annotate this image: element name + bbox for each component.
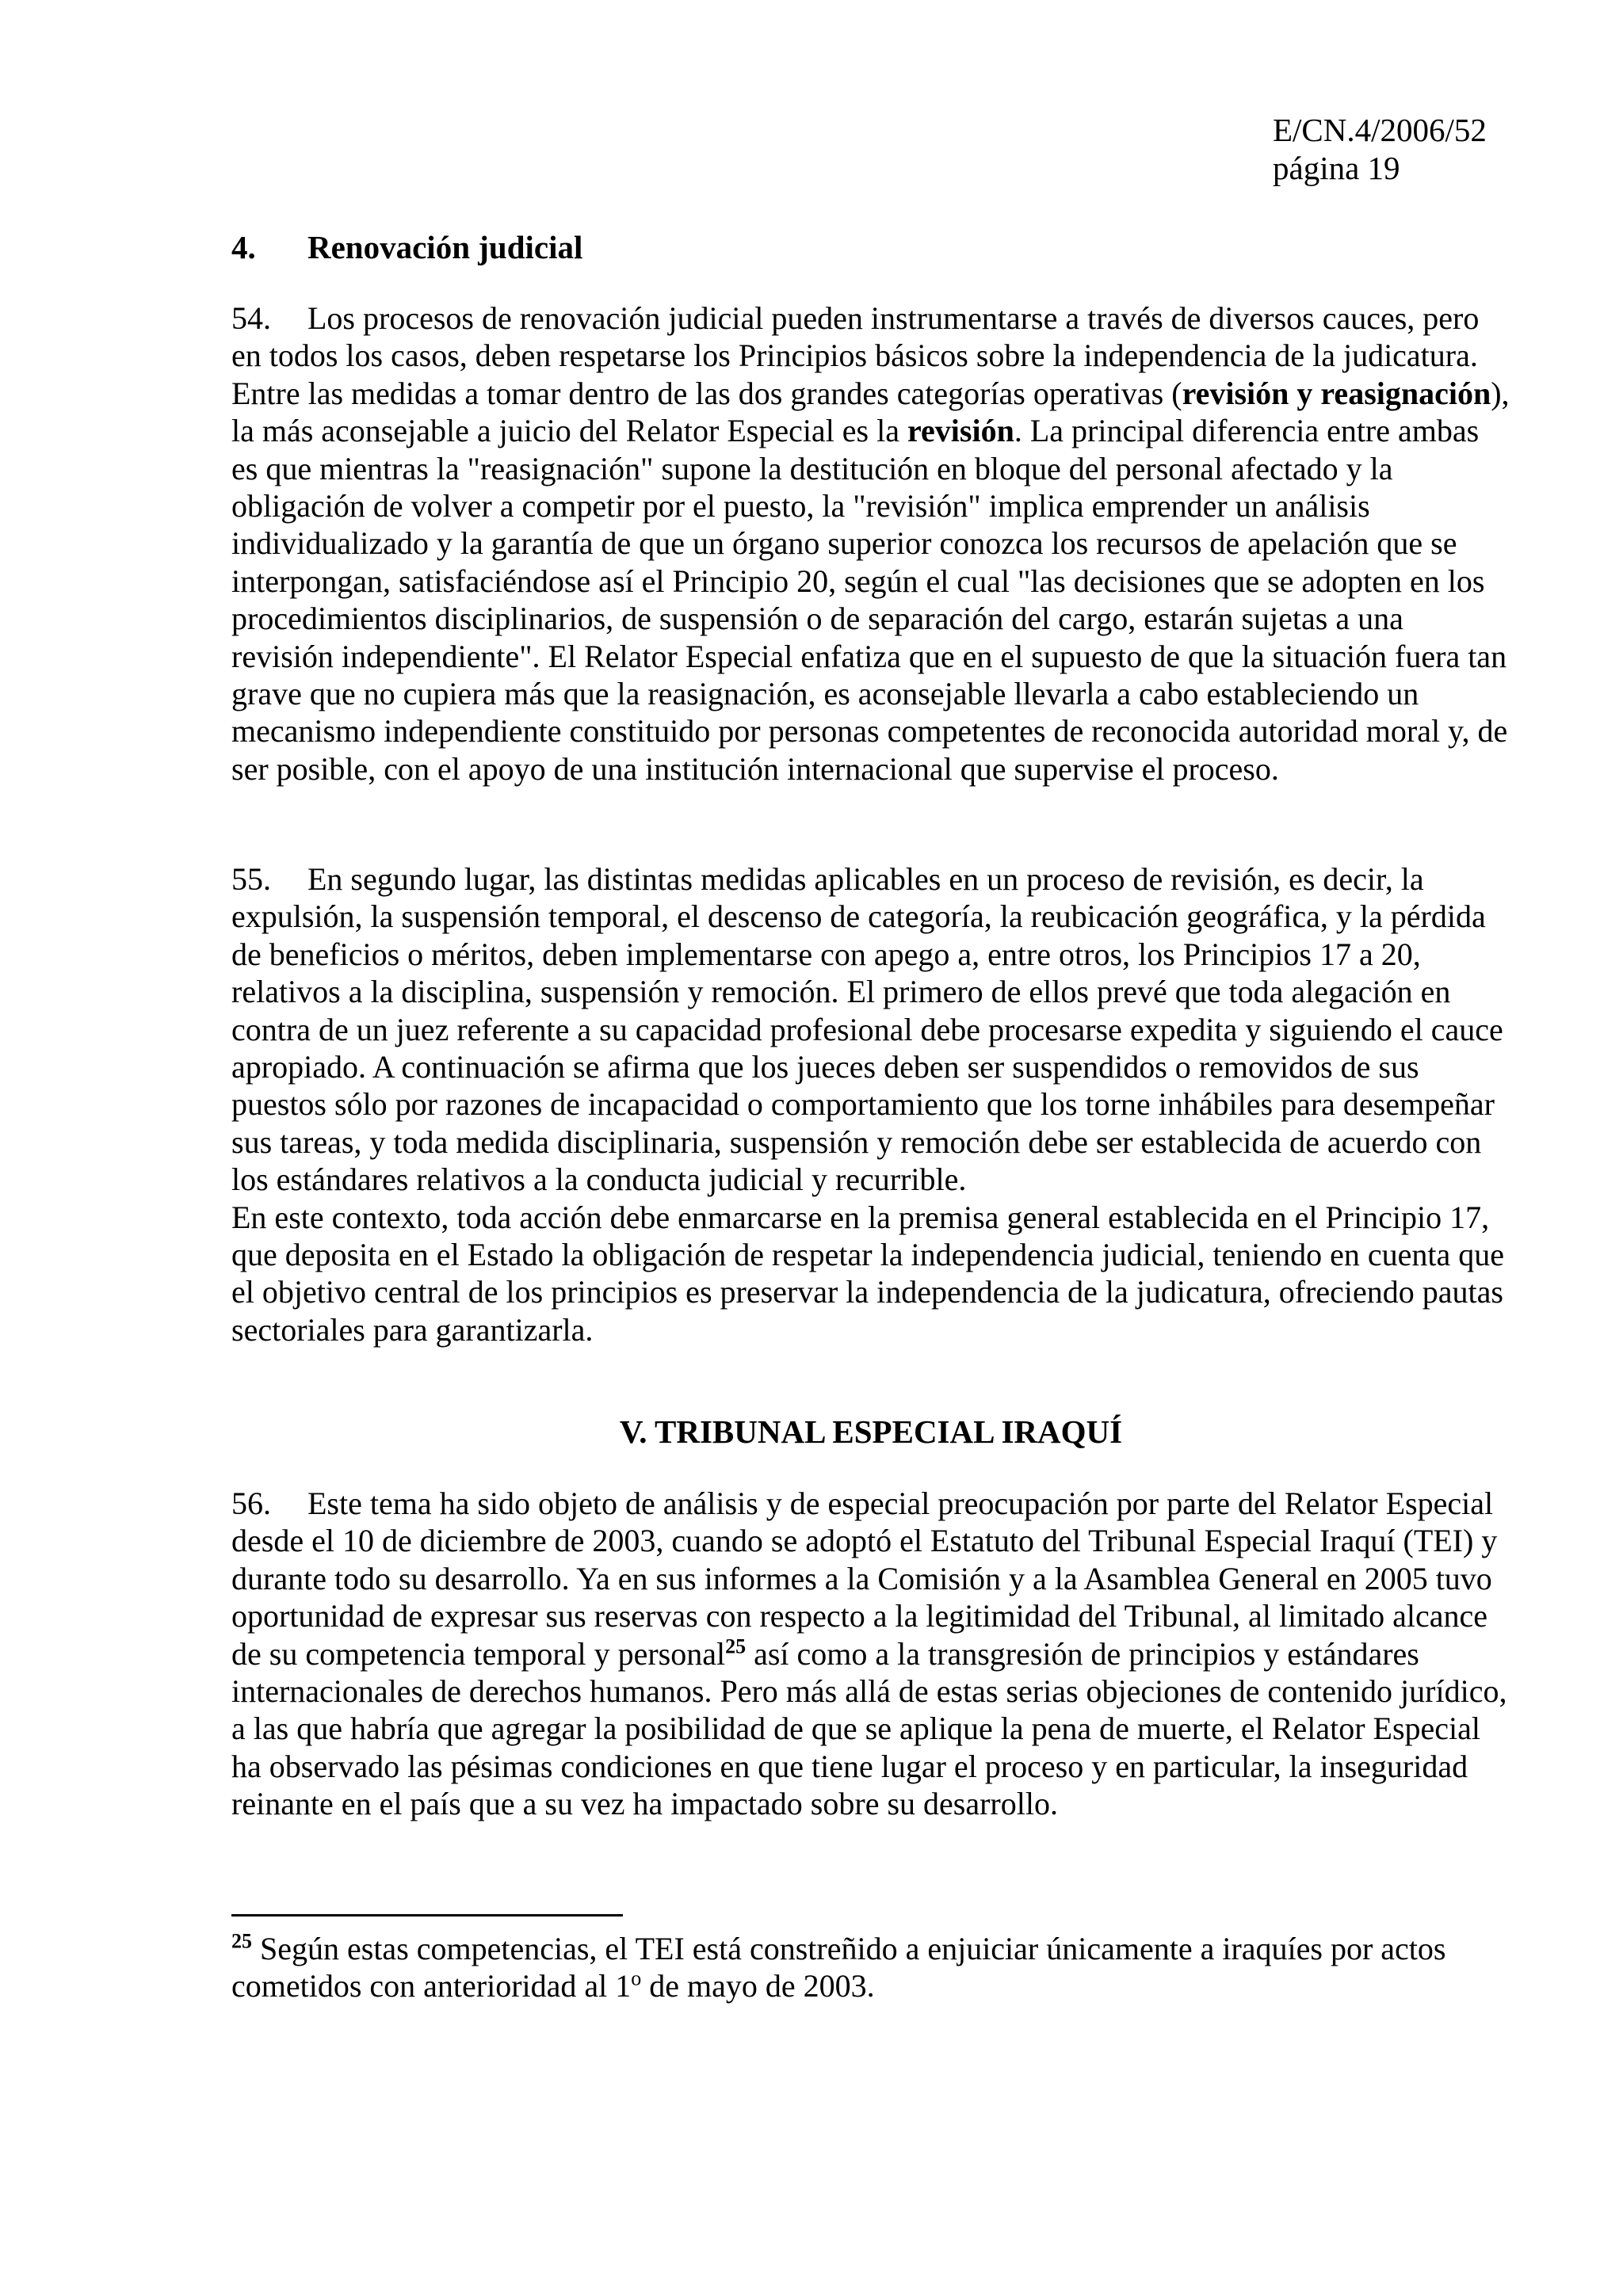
paragraph-number: 56.	[231, 1486, 271, 1521]
section-heading	[231, 228, 582, 266]
paragraph-55	[231, 860, 1510, 1348]
section-title: Renovación judicial	[307, 229, 583, 265]
paragraph-text: . La principal diferencia entre ambas es que mientras la "reasignación" supone la destitución en bloque del personal afectado y la obligación de volver a competir por el puesto, la "revisión" implica emprender un análisis individualizado y la garantía de que un órgano superior conozca los recursos de apelación que se interpongan, satisfaciéndose así el Principio 20, según el cual "las decisiones que se adopten en los procedimientos disciplinarios, de suspensión o de separación del cargo, estarán sujetas a una revisión independiente". El Relator Especial enfatiza que en el supuesto de que la situación fuera tan grave que no cupiera más que la reasignación, es aconsejable llevarla a cabo estableciendo un mecanismo independiente constituido por personas competentes de reconocida autoridad moral y, de ser posible, con el apoyo de una institución internacional que supervise el proceso.	[231, 413, 1508, 787]
footnote-reference[interactable]: 25	[725, 1634, 747, 1658]
footnote-number: 25	[231, 1929, 252, 1953]
page-number: página 19	[1273, 150, 1400, 186]
paragraph-text: así como a la transgresión de principios y estándares internacionales de derechos humanos. Pero más allá de estas serias objeciones de contenido jurídico, a las que habría que agregar la posibilidad de que se aplique la pena de muerte, el Relator Especial ha observado las pésimas condiciones en que tiene lugar el proceso y en particular, la inseguridad reinante en el país que a su vez ha impactado sobre su desarrollo.	[231, 1635, 1507, 1822]
document-header	[1273, 111, 1487, 187]
paragraph-text: ), la más aconsejable a juicio del Relator Especial es la	[231, 375, 1510, 449]
bold-text: revisión y reasignación	[1182, 375, 1491, 411]
document-symbol: E/CN.4/2006/52	[1273, 112, 1487, 148]
paragraph-text: En este contexto, toda acción debe enmarcarse en la premisa general establecida en el Principio 17, que deposita en el Estado la obligación de respetar la independencia judicial, teniendo en cuenta que el objetivo central de los principios es preservar la independencia de la judicatura, ofreciendo pautas sectoriales para garantizarla.	[231, 1199, 1505, 1348]
footnote-25	[231, 1930, 1510, 2004]
footnote-text: Según estas competencias, el TEI está constreñido a enjuiciar únicamente a iraquíes por actos cometidos con anterioridad al 1	[231, 1931, 1446, 2004]
footnote-text: de mayo de 2003.	[641, 1968, 875, 2004]
footnote-separator	[231, 1914, 623, 1917]
paragraph-text: Los procesos de renovación judicial pueden instrumentarse a través de diversos cauces, pero en todos los casos, deben respetarse los Principios básicos sobre la independencia de la judicatura. Entre las medidas a tomar dentro de las dos grandes categorías operativas (	[231, 300, 1480, 411]
paragraph-number: 54.	[231, 300, 271, 336]
paragraph-text: Este tema ha sido objeto de análisis y de especial preocupación por parte del Relator Especial desde el 10 de diciembre de 2003, cuando se adoptó el Estatuto del Tribunal Especial Iraquí (TEI) y durante todo su desarrollo. Ya en sus informes a la Comisión y a la Asamblea General en 2005 tuvo oportunidad de expresar sus reservas con respecto a la legitimidad del Tribunal, al limitado alcance de su competencia temporal y personal	[231, 1486, 1498, 1672]
section-number: 4.	[231, 229, 256, 265]
paragraph-number: 55.	[231, 861, 271, 897]
paragraph-54	[231, 299, 1510, 788]
paragraph-text: En segundo lugar, las distintas medidas aplicables en un proceso de revisión, es decir, la expulsión, la suspensión temporal, el descenso de categoría, la reubicación geográfica, y la pérdida de beneficios o méritos, deben implementarse con apego a, entre otros, los Principios 17 a 20, relativos a la disciplina, suspensión y remoción. El primero de ellos prevé que toda alegación en contra de un juez referente a su capacidad profesional debe procesarse expedita y siguiendo el cauce apropiado. A continuación se afirma que los jueces deben ser suspendidos o removidos de sus puestos sólo por razones de incapacidad o comportamiento que los torne inhábiles para desempeñar sus tareas, y toda medida disciplinaria, suspensión y remoción debe ser establecida de acuerdo con los estándares relativos a la conducta judicial y recurrible.	[231, 861, 1503, 1198]
ordinal-indicator: o	[631, 1966, 642, 1990]
paragraph-56	[231, 1485, 1510, 1823]
chapter-title: V. TRIBUNAL ESPECIAL IRAQUÍ	[619, 1413, 1123, 1450]
bold-text: revisión	[907, 413, 1014, 449]
